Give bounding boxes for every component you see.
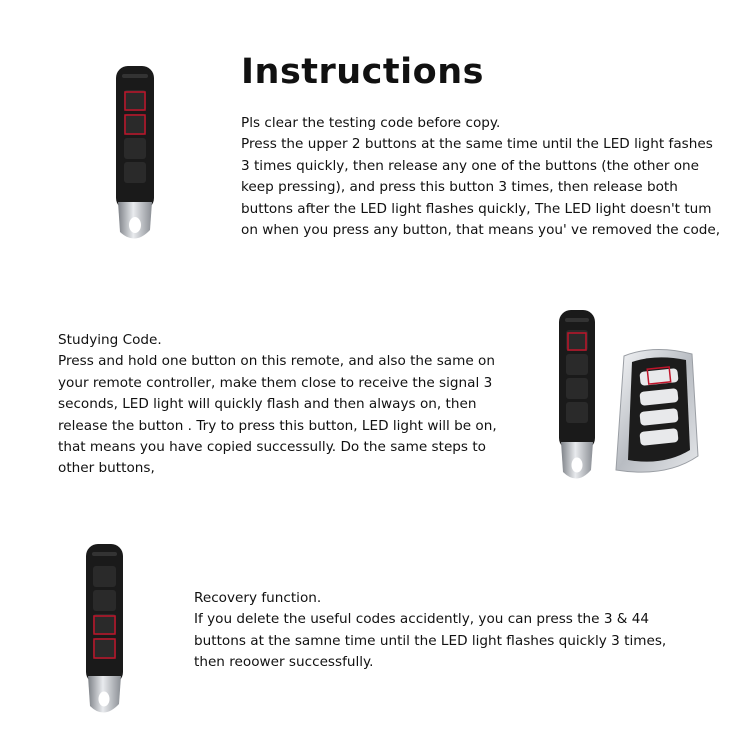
- instruction-line: buttons at the samne time until the LED light flashes quickly 3 times,: [194, 632, 667, 649]
- instruction-line: seconds, LED light will quickly flash and then always on, then: [58, 396, 477, 413]
- remote-button-1: [124, 90, 146, 111]
- remote-button-3: [93, 614, 116, 635]
- led-strip: [92, 552, 117, 556]
- instruction-line: 3 times quickly, then release any one of the buttons (the other one: [241, 157, 700, 174]
- instruction-line: that means you have copied successully. Do the same steps to: [58, 439, 486, 456]
- keyring-hole: [572, 458, 583, 473]
- remote-top-buttons-highlighted: [108, 62, 164, 246]
- instruction-line: your remote controller, make them close to receive the signal 3: [58, 374, 493, 391]
- instruction-line: Press and hold one button on this remote, and also the same on: [58, 353, 495, 370]
- led-strip: [565, 318, 589, 322]
- instruction-line: release the button . Try to press this button, LED light will be on,: [58, 417, 497, 434]
- keyring-hole: [99, 692, 110, 707]
- remote-button-2: [566, 354, 588, 375]
- remote-bottom-buttons-highlighted: [78, 540, 132, 720]
- instruction-line: buttons after the LED light flashes quickly, The LED light doesn't tum: [241, 200, 712, 217]
- remote-button-2: [93, 590, 116, 611]
- remote-button-3: [566, 378, 588, 399]
- instruction-line: Recovery function.: [194, 590, 322, 606]
- instruction-line: other buttons,: [58, 460, 155, 477]
- instruction-line: Press the upper 2 buttons at the same time until the LED light fashes: [241, 136, 713, 153]
- instruction-line: If you delete the useful codes accidently, you can press the 3 & 44: [194, 611, 650, 628]
- instruction-line: then reoower successfully.: [194, 654, 374, 671]
- page-title: Instructions: [241, 52, 484, 92]
- instruction-line: Studying Code.: [58, 332, 162, 348]
- instruction-line: on when you press any button, that means you' ve removed the code,: [241, 222, 721, 239]
- led-strip: [122, 74, 148, 78]
- clear-code-instructions: [241, 113, 720, 241]
- instruction-line: keep pressing), and press this button 3 times, then release both: [241, 179, 678, 196]
- recovery-instructions: [194, 588, 666, 674]
- studying-code-instructions: [58, 330, 497, 480]
- remote-button-4: [566, 402, 588, 423]
- remote-button-4: [124, 162, 146, 183]
- instruction-line: Pls clear the testing code before copy.: [241, 115, 501, 131]
- remote-copier: [552, 306, 604, 486]
- remote-button-1: [93, 566, 116, 587]
- remote-button-4: [93, 638, 116, 659]
- keyring-hole: [129, 217, 141, 233]
- remote-button-2: [124, 114, 146, 135]
- original-remote-controller: [606, 346, 702, 480]
- remote-button-3: [124, 138, 146, 159]
